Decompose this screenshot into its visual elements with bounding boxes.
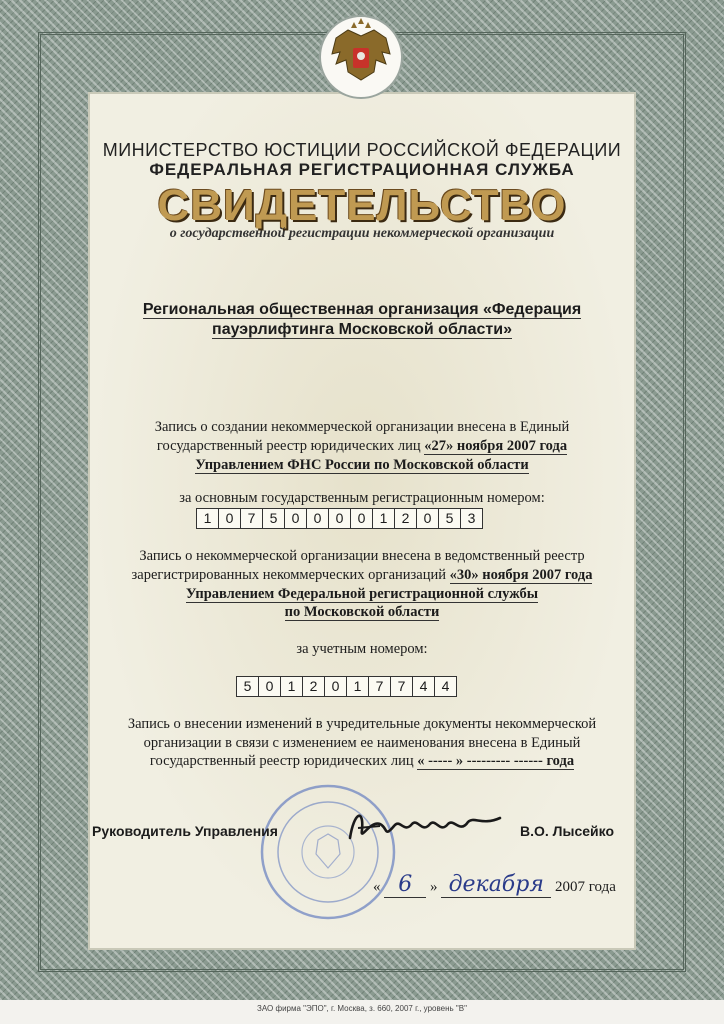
ogrn-digit: 0	[284, 508, 307, 529]
account-digit: 5	[236, 676, 259, 697]
date-quote-open: «	[373, 879, 381, 895]
account-digit: 0	[324, 676, 347, 697]
handwritten-signature	[340, 800, 510, 850]
account-number-label: за учетным номером:	[296, 641, 428, 657]
ogrn-digit: 5	[438, 508, 461, 529]
registry-authority-line1	[0, 585, 724, 604]
account-digit: 2	[302, 676, 325, 697]
registry-line1: Запись о некоммерческой организации внесена в ведомственный реестр	[139, 548, 585, 564]
egrul-line2	[0, 437, 724, 456]
service-heading: ФЕДЕРАЛЬНАЯ РЕГИСТРАЦИОННАЯ СЛУЖБА	[149, 160, 575, 179]
egrul-line1: Запись о создании некоммерческой организации внесена в Единый	[154, 419, 570, 435]
organization-name	[0, 300, 724, 340]
organization-name-line1: Региональная общественная организация «Федерация	[142, 301, 582, 318]
signing-date	[373, 872, 616, 898]
ogrn-digit: 0	[416, 508, 439, 529]
account-digit: 7	[390, 676, 413, 697]
account-digit: 0	[258, 676, 281, 697]
egrul-line2-prefix: государственный реестр юридических лиц	[156, 438, 421, 454]
egrul-authority	[0, 456, 724, 475]
ogrn-digit: 3	[460, 508, 483, 529]
account-number-boxes	[237, 676, 457, 696]
ogrn-digit: 5	[262, 508, 285, 529]
ogrn-digit: 0	[306, 508, 329, 529]
ogrn-digit: 1	[196, 508, 219, 529]
registry-date: «30» ноября 2007 года	[449, 567, 593, 583]
organization-name-line2: пауэрлифтинга Московской области»	[212, 321, 512, 338]
ogrn-digit: 2	[394, 508, 417, 529]
registry-line2-prefix: зарегистрированных некоммерческих организаций	[131, 567, 446, 583]
registry-authority-line2-text: по Московской области	[284, 604, 440, 620]
registry-line2	[0, 566, 724, 585]
ministry-heading: МИНИСТЕРСТВО ЮСТИЦИИ РОССИЙСКОЙ ФЕДЕРАЦИИ	[102, 140, 622, 160]
printer-imprint: ЗАО фирма "ЭПО", г. Москва, з. 660, 2007 г., уровень "В"	[257, 1004, 467, 1013]
changes-line3-prefix: государственный реестр юридических лиц	[149, 753, 414, 769]
certificate-title: СВИДЕТЕЛЬСТВО	[157, 181, 567, 230]
date-month: декабря	[441, 872, 551, 898]
account-digit: 1	[280, 676, 303, 697]
signer-position: Руководитель Управления	[92, 823, 278, 839]
ogrn-digit: 0	[350, 508, 373, 529]
signer-name: В.О. Лысейко	[520, 823, 615, 839]
registry-authority-line1-text: Управлением Федеральной регистрационной службы	[185, 586, 539, 602]
egrul-authority-text: Управлением ФНС России по Московской области	[195, 457, 529, 473]
changes-line3	[0, 752, 724, 771]
ogrn-number-boxes	[197, 508, 483, 528]
ogrn-digit: 7	[240, 508, 263, 529]
date-day: 6	[384, 872, 426, 898]
date-year: 2007 года	[555, 879, 616, 895]
changes-date-blank: « ----- » --------- ------ года	[417, 753, 575, 769]
egrul-date: «27» ноября 2007 года	[424, 438, 568, 454]
ogrn-label: за основным государственным регистрационным номером:	[179, 490, 545, 506]
date-quote-close: »	[430, 879, 438, 895]
coat-of-arms-emblem	[318, 14, 404, 100]
changes-line2: организации в связи с изменением ее наименования внесена в Единый	[143, 735, 581, 751]
account-digit: 7	[368, 676, 391, 697]
account-digit: 1	[346, 676, 369, 697]
account-digit: 4	[434, 676, 457, 697]
ogrn-digit: 0	[218, 508, 241, 529]
certificate-subtitle: о государственной регистрации некоммерческой организации	[169, 226, 555, 241]
ogrn-digit: 0	[328, 508, 351, 529]
ogrn-digit: 1	[372, 508, 395, 529]
changes-line1: Запись о внесении изменений в учредительные документы некоммерческой	[127, 716, 597, 732]
account-digit: 4	[412, 676, 435, 697]
registry-authority-line2	[0, 603, 724, 622]
